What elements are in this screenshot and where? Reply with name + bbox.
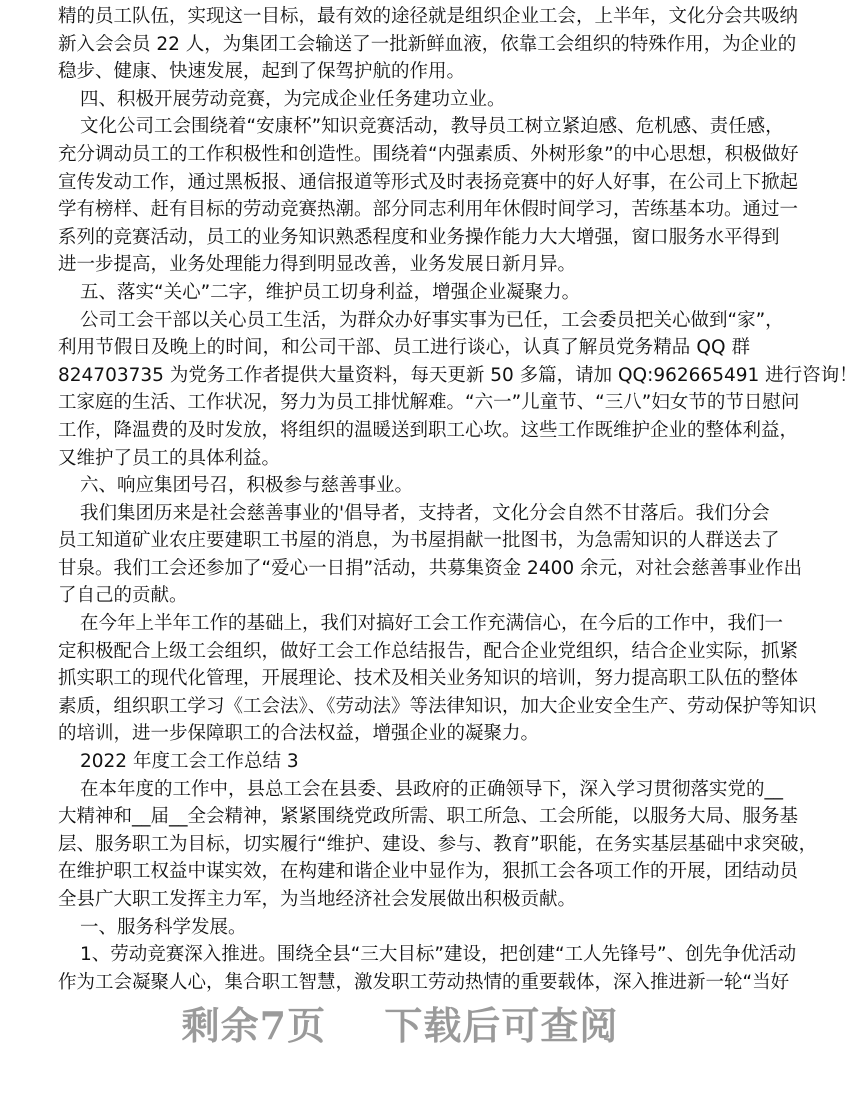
text-line: 文化公司工会围绕着“安康杯”知识竞赛活动，教导员工树立紧迫感、危机感、责任感， [80, 116, 784, 138]
text-line: 甘泉。我们工会还参加了“爱心一日捐”活动，共募集资金 2400 余元，对社会慈善事业作出 [58, 557, 803, 579]
text-line: 利用节假日及晚上的时间，和公司干部、员工进行谈心，认真了解员党务精品 QQ 群 [58, 337, 750, 359]
text-line: 宣传发动工作，通过黑板报、通信报道等形式及时表扬竞赛中的好人好事，在公司上下掀起 [58, 171, 799, 193]
text-line: 五、落实“关心”二字，维护员工切身利益，增强企业凝聚力。 [80, 281, 581, 303]
download-to-view-text[interactable]: 下载后可查阅 [384, 1003, 619, 1048]
text-line: 稳步、健康、快速发展，起到了保驾护航的作用。 [58, 61, 466, 83]
text-line: 素质，组织职工学习《工会法》、《劳动法》等法律知识，加大企业安全生产、劳动保护等知识 [58, 695, 817, 717]
text-line: 了自己的贡献。 [58, 585, 188, 607]
remaining-pages-text: 剩余7页 [181, 1003, 327, 1048]
text-line: 在今年上半年工作的基础上，我们对搞好工会工作充满信心，在今后的工作中，我们一 [80, 613, 784, 635]
text-line: 的培训，进一步保障职工的合法权益，增强企业的凝聚力。 [58, 723, 540, 745]
text-line: 精的员工队伍，实现这一目标，最有效的途径就是组织企业工会，上半年，文化分会共吸纳 [58, 6, 799, 27]
document-body [58, 3, 858, 996]
text-line: 四、积极开展劳动竞赛，为完成企业任务建功立业。 [80, 88, 506, 110]
text-line: 员工知道矿业农庄要建职工书屋的消息，为书屋捐献一批图书，为急需知识的人群送去了 [58, 530, 780, 552]
text-line: 作为工会凝聚人心，集合职工智慧，激发职工劳动热情的重要载体，深入推进新一轮“当好 [58, 971, 790, 993]
text-line: 我们集团历来是社会慈善事业的'倡导者，支持者，文化分会自然不甘落后。我们分会 [80, 502, 770, 524]
text-line: 抓实职工的现代化管理，开展理论、技术及相关业务知识的培训，努力提高职工队伍的整体 [58, 668, 799, 690]
text-line: 六、响应集团号召，积极参与慈善事业。 [80, 475, 414, 497]
text-line: 在本年度的工作中，县总工会在县委、县政府的正确领导下，深入学习贯彻落实党的__ [80, 778, 784, 800]
text-line: 全县广大职工发挥主力军，为当地经济社会发展做出积极贡献。 [58, 889, 577, 910]
text-line: 层、服务职工为目标，切实履行“维护、建设、参与、教育”职能，在务实基层基础中求突破， [58, 833, 818, 855]
text-line: 学有榜样、赶有目标的劳动竞赛热潮。部分同志利用年休假时间学习，苦练基本功。通过一 [58, 199, 799, 221]
text-line: 2022 年度工会工作总结 3 [80, 751, 299, 773]
text-line: 充分调动员工的工作积极性和创造性。围绕着“内强素质、外树形象”的中心思想，积极做好 [58, 143, 799, 165]
text-line: 定积极配合上级工会组织，做好工会工作总结报告，配合企业党组织，结合企业实际，抓紧 [58, 640, 799, 662]
text-line: 公司工会干部以关心员工生活，为群众办好事实事为已任，工会委员把关心做到“家”， [80, 309, 784, 331]
text-line: 824703735 为党务工作者提供大量资料，每天更新 50 多篇，请加 QQ:962665491 进行咨询！ [58, 364, 858, 386]
text-line: 1、劳动竞赛深入推进。围绕全县“三大目标”建设，把创建“工人先锋号”、创先争优活动 [80, 944, 797, 966]
text-line: 系列的竞赛活动，员工的业务知识熟悉程度和业务操作能力大大增强，窗口服务水平得到 [58, 226, 780, 248]
text-line: 大精神和__届__全会精神，紧紧围绕党政所需、职工所急、工会所能，以服务大局、服务基 [58, 806, 799, 828]
text-line: 进一步提高，业务处理能力得到明显改善，业务发展日新月异。 [58, 254, 577, 276]
text-line: 新入会会员 22 人，为集团工会输送了一批新鲜血液，依靠工会组织的特殊作用，为企业的 [58, 33, 797, 55]
text-line: 在维护职工权益中谋实效，在构建和谐企业中显作为，狠抓工会各项工作的开展，团结动员 [58, 861, 799, 883]
download-prompt[interactable] [0, 995, 800, 1050]
text-line: 一、服务科学发展。 [80, 916, 247, 938]
text-line: 又维护了员工的具体利益。 [58, 447, 281, 469]
text-line: 工作，降温费的及时发放，将组织的温暖送到职工心坎。这些工作既维护企业的整体利益， [58, 419, 799, 441]
text-line: 工家庭的生活、工作状况，努力为员工排忧解难。“六一”儿童节、“三八”妇女节的节日慰问 [58, 392, 800, 414]
